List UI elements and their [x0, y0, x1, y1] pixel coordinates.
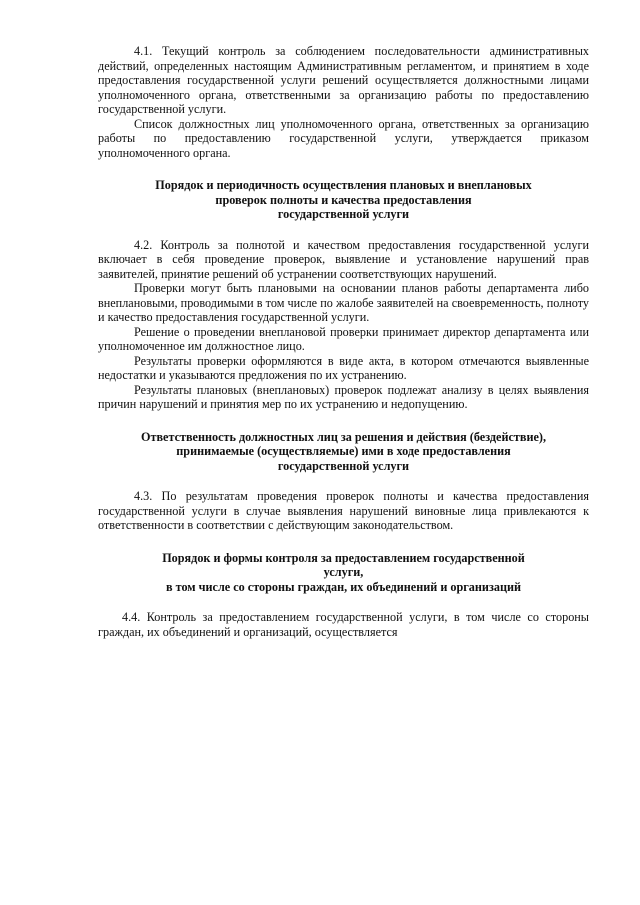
heading-line: проверок полноты и качества предоставления — [215, 192, 472, 207]
paragraph-4-4: 4.4. Контроль за предоставлением государственной услуги, в том числе со стороны граждан, их объединений и организаций, осуществляется — [98, 610, 589, 639]
heading-line: принимаемые (осуществляемые) ими в ходе предоставления — [176, 444, 511, 458]
section-heading-inspections — [98, 178, 589, 222]
paragraph-planned-checks: Проверки могут быть плановыми на основании планов работы департамента либо внеплановыми, проводимыми в том числе по жалобе заявителей на своевременность, полноту и качество предоставления государственной услуги. — [98, 281, 589, 324]
paragraph-4-3: 4.3. По результатам проведения проверок полноты и качества предоставления государственной услуги в случае выявления нарушений виновные лица привлекаются к ответственности в соответствии с действующим законодательством. — [98, 489, 589, 532]
section-heading-control-forms — [98, 551, 589, 595]
section-heading-responsibility — [98, 430, 589, 474]
section-body-responsibility — [98, 489, 589, 533]
paragraph-check-results: Результаты проверки оформляются в виде акта, в котором отмечаются выявленные недостатки и указываются предложения по их устранению. — [98, 353, 589, 382]
heading-line: Порядок и формы контроля за предоставлением государственной — [162, 550, 525, 565]
heading-line: государственной услуги — [277, 207, 410, 221]
heading-line: Ответственность должностных лиц за решения и действия (бездействие), — [140, 429, 546, 444]
heading-line: государственной услуги — [277, 458, 410, 473]
document-page — [98, 44, 589, 639]
paragraph-officials-list: Список должностных лиц уполномоченного органа, ответственных за организацию работы по предоставлению государственной услуги, утверждается приказом уполномоченного органа. — [98, 116, 589, 160]
paragraph-unplanned-decision: Решение о проведении внеплановой проверки принимает директор департамента или уполномоченное им должностное лицо. — [98, 324, 589, 353]
paragraph-results-analysis: Результаты плановых (внеплановых) проверок подлежат анализу в целях выявления причин нарушений и принятия мер по их устранению и недопущению. — [98, 382, 589, 411]
section-body-control-forms — [98, 610, 589, 639]
paragraph-4-2: 4.2. Контроль за полнотой и качеством предоставления государственной услуги включает в себя проведение проверок, выявление и установление нарушений прав заявителей, принятие решений об устранении соответствующих нарушений. — [98, 237, 589, 281]
heading-line: в том числе со стороны граждан, их объединений и организаций — [165, 579, 522, 594]
heading-line: Порядок и периодичность осуществления плановых и внеплановых — [155, 178, 532, 192]
section-body-inspections — [98, 238, 589, 412]
paragraph-4-1: 4.1. Текущий контроль за соблюдением последовательности административных действий, определенных настоящим Административным регламентом, и принятием в ходе предоставления государственной услуги решений осуществляется должностными лицами уполномоченного органа, ответственными за организацию работы по предоставлению государственной услуги. — [98, 44, 589, 116]
heading-line: услуги, — [323, 565, 364, 579]
